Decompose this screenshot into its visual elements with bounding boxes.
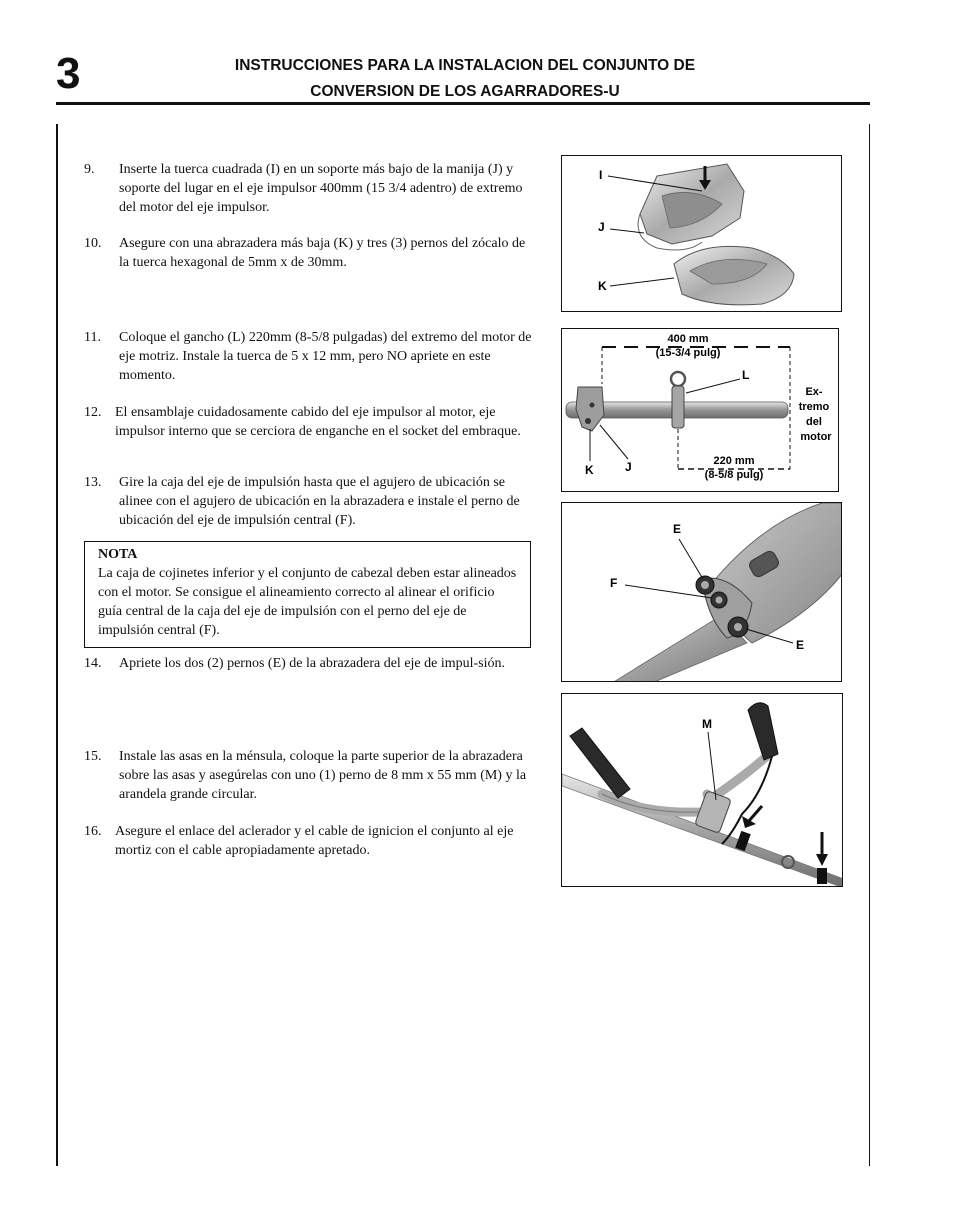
label-j: J <box>598 220 605 234</box>
step-14 <box>84 654 534 673</box>
step-number: 9. <box>84 162 95 177</box>
step-number: 15. <box>84 749 102 764</box>
figure-handles <box>561 693 843 887</box>
figure-shaft-dimensions <box>561 328 839 492</box>
step-10 <box>84 234 534 272</box>
section-number: 3 <box>56 49 81 98</box>
figure-bolts-drawing <box>562 503 842 682</box>
engine-end-label-2: tremo <box>798 401 830 413</box>
step-number: 16. <box>84 824 102 839</box>
page-title <box>150 53 780 105</box>
step-number: 12. <box>84 405 102 420</box>
figure-bolts <box>561 502 842 682</box>
step-12 <box>84 403 534 441</box>
step-16 <box>84 822 534 860</box>
dim-top-label: 400 mm <box>667 333 709 345</box>
step-text: Asegure con una abrazadera más baja (K) y tres (3) pernos del zócalo de la tuerca hexagonal de 5mm x de 30mm. <box>119 236 526 270</box>
step-text: Apriete los dos (2) pernos (E) de la abrazadera del eje de impul-sión. <box>119 656 506 671</box>
step-text: Instale las asas en la ménsula, coloque la parte superior de la abrazadera sobre las asas y asegúrelas con uno (1) perno de 8 mm x 55 mm (M) y la arandela grande circular. <box>119 749 527 802</box>
figure-clamp-parts-drawing <box>562 156 842 312</box>
engine-end-label-3: del <box>806 416 822 428</box>
step-text: Coloque el gancho (L) 220mm (8-5/8 pulgadas) del extremo del motor de eje motriz. Instale la tuerca de 5 x 12 mm, pero NO apriete en este momento. <box>119 330 532 383</box>
label-i: I <box>599 168 603 182</box>
label-e-top: E <box>673 522 682 536</box>
step-number: 13. <box>84 475 102 490</box>
page-title-line1: INSTRUCCIONES PARA LA INSTALACION DEL CONJUNTO DE <box>234 57 696 74</box>
label-j: J <box>625 460 632 474</box>
engine-end-label-1: Ex- <box>805 386 823 398</box>
figure-handles-drawing <box>562 694 843 887</box>
step-text: Inserte la tuerca cuadrada (I) en un soporte más bajo de la manija (J) y soporte del lugar en el eje impulsor 400mm (15 3/4 adentro) de extremo del motor del eje impulsor. <box>119 162 523 215</box>
label-f: F <box>610 576 618 590</box>
step-13 <box>84 473 534 530</box>
step-number: 14. <box>84 656 102 671</box>
figure-shaft-dimensions-drawing <box>562 329 839 492</box>
label-m: M <box>702 717 712 731</box>
page-title-line2: CONVERSION DE LOS AGARRADORES-U <box>310 83 620 100</box>
engine-end-label-4: motor <box>800 431 832 443</box>
label-l: L <box>742 368 750 382</box>
label-k: K <box>585 463 594 477</box>
header-rule <box>56 102 870 105</box>
note-title: NOTA <box>98 547 138 562</box>
label-e-bottom: E <box>796 638 805 652</box>
note-text: La caja de cojinetes inferior y el conjunto de cabezal deben estar alineados con el motor. Se consigue el alineamiento correcto al alinear el orificio guía central de la caja del eje de impulsión con el perno del eje de impulsión central (F). <box>98 566 517 638</box>
note-box <box>84 541 531 648</box>
step-15 <box>84 747 534 804</box>
left-margin-rule <box>56 124 58 1166</box>
figure-clamp-parts <box>561 155 842 312</box>
step-text: Asegure el enlace del aclerador y el cable de ignicion el conjunto al eje mortiz con el cable apropiadamente apretado. <box>115 824 514 858</box>
dim-top-sub-label: (15-3/4 pulg) <box>655 347 721 359</box>
step-11 <box>84 328 534 385</box>
right-margin-rule <box>869 124 870 1166</box>
dim-bottom-sub-label: (8-5/8 pulg) <box>704 469 764 481</box>
label-k: K <box>598 279 607 293</box>
step-9 <box>84 160 534 217</box>
step-number: 10. <box>84 236 102 251</box>
dim-bottom-label: 220 mm <box>713 455 755 467</box>
step-text: El ensamblaje cuidadosamente cabido del eje impulsor al motor, eje impulsor interno que se cerciora de enganche en el socket del embraque. <box>115 405 521 439</box>
step-text: Gire la caja del eje de impulsión hasta que el agujero de ubicación se alinee con el agujero de ubicación en la abrazadera e instale el perno de ubicación del eje de impulsión central (F). <box>119 475 520 528</box>
step-number: 11. <box>84 330 101 345</box>
